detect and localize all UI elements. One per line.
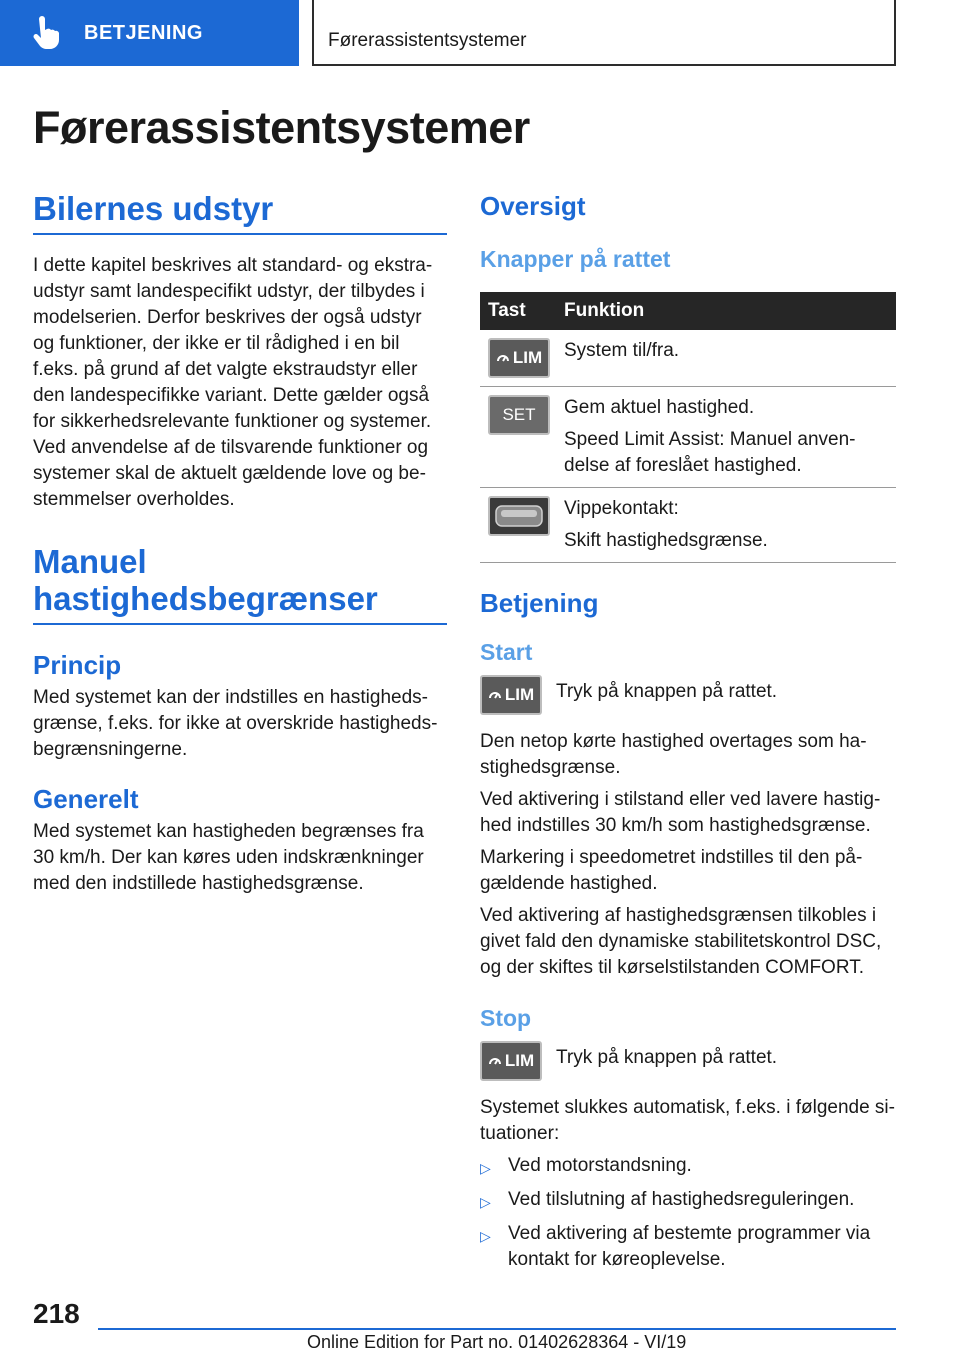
section-title-box (312, 0, 896, 66)
row-function-line: Skift hastighedsgrænse. (564, 530, 768, 551)
row-function-line: Gem aktuel hastighed. (564, 397, 755, 418)
heading-principle: Princip (33, 650, 122, 680)
speedometer-icon (488, 688, 502, 702)
start-paragraph-4: Ved aktivering af hastighedsgrænsen tilkobles i givet fald den dynamiske stabilitetskontrol DSC, og der skiftes til kørselstilstanden COMFORT. (480, 905, 882, 978)
table-row (480, 330, 896, 387)
section-tab-label: BETJENING (84, 21, 203, 44)
heading-buttons: Knapper på rattet (480, 246, 671, 272)
start-paragraph-3: Markering i speedometret indstilles til den pågældende hastighed. (480, 847, 863, 894)
speedometer-icon (488, 1054, 502, 1068)
table-row (480, 488, 896, 563)
start-paragraph-2: Ved aktivering i stilstand eller ved lavere hastighed indstilles 30 km/h som hastighedsgrænse. (480, 789, 881, 836)
triangle-bullet-icon: ▷ (480, 1160, 491, 1176)
heading-start: Start (480, 639, 533, 665)
row-function-line: Vippekontakt: (564, 498, 679, 519)
triangle-bullet-icon: ▷ (480, 1228, 491, 1244)
row-function-line: System til/fra. (564, 340, 680, 361)
section-tab (0, 0, 299, 66)
triangle-bullet-icon: ▷ (480, 1194, 491, 1210)
left-column (33, 190, 447, 897)
heading-limiter-line2: hastighedsbegrænser (33, 580, 378, 617)
heading-stop: Stop (480, 1005, 532, 1031)
list-item: ▷ Ved motorstandsning. (480, 1153, 896, 1181)
table-header-key: Tast (480, 292, 556, 330)
heading-equipment: Bilernes udstyr (33, 190, 447, 235)
page-number: 218 (33, 1298, 80, 1329)
row-function-line: Speed Limit Assist: Manuel anvendelse af foreslået hastighed. (564, 429, 856, 476)
heading-overview: Oversigt (480, 191, 586, 221)
lim-button-label: LIM (512, 348, 543, 367)
lim-button-label: LIM (504, 1051, 535, 1070)
paragraph-general: Med systemet kan hastigheden begrænses fra 30 km/h. Der kan køres uden indskrænkninger med den indstillede hastighedsgrænse. (33, 821, 424, 894)
hand-pointer-icon (28, 15, 64, 51)
lim-button-label: LIM (504, 685, 535, 704)
list-item: ▷ Ved tilslutning af hastighedsreguleringen. (480, 1187, 896, 1215)
buttons-table (480, 292, 896, 563)
heading-limiter-line1: Manuel (33, 543, 147, 580)
set-button-label: SET (502, 405, 536, 424)
heading-limiter (33, 543, 447, 625)
lim-button-icon (480, 675, 542, 715)
table-header-row (480, 292, 896, 330)
stop-instruction (480, 1041, 896, 1081)
stop-situations-list (480, 1153, 896, 1273)
paragraph-principle: Med systemet kan der indstilles en hastighedsgrænse, f.eks. for ikke at overskride hastighedsbegrænsningerne. (33, 687, 438, 760)
start-paragraph-1: Den netop kørte hastighed overtages som hastighedsgrænse. (480, 731, 867, 778)
stop-action-text: Tryk på knappen på rattet. (556, 1047, 778, 1068)
heading-operation: Betjening (480, 588, 599, 618)
start-action-text: Tryk på knappen på rattet. (556, 681, 778, 702)
section-title: Førerassistentsystemer (328, 30, 527, 51)
table-header-function: Funktion (556, 292, 896, 330)
footer-rule (98, 1328, 896, 1330)
set-button-icon (488, 395, 550, 435)
right-column (480, 190, 896, 1279)
list-item: ▷ Ved aktivering af bestemte programmer via kontakt for køreoplevelse. (480, 1221, 896, 1273)
footer-edition: Online Edition for Part no. 01402628364 - VI/19 (307, 1332, 687, 1352)
lim-button-icon (480, 1041, 542, 1081)
speedometer-icon (496, 351, 510, 365)
paragraph-equipment: I dette kapitel beskrives alt standard- og ekstraudstyr samt landespecifikt udstyr, der tilbydes i modelserien. Derfor beskrives der også udstyr og funktioner, der ikke er til rådighed i en bil f.eks. på grund af det valgte ekstraudstyr eller den landespecifikke variant. Dette gælder også for sikkerhedsrelevante funktioner og systemer. Ved anvendelse af de tilsvarende funktioner og systemer skal de aktuelt gældende love og bestemmelser overholdes. (33, 255, 433, 510)
page-title: Førerassistentsystemer (33, 102, 530, 153)
start-instruction (480, 675, 896, 715)
lim-button-icon (488, 338, 550, 378)
heading-general: Generelt (33, 784, 139, 814)
stop-paragraph-1: Systemet slukkes automatisk, f.eks. i følgende situationer: (480, 1097, 895, 1144)
rocker-switch-icon (488, 496, 550, 536)
table-row (480, 387, 896, 488)
